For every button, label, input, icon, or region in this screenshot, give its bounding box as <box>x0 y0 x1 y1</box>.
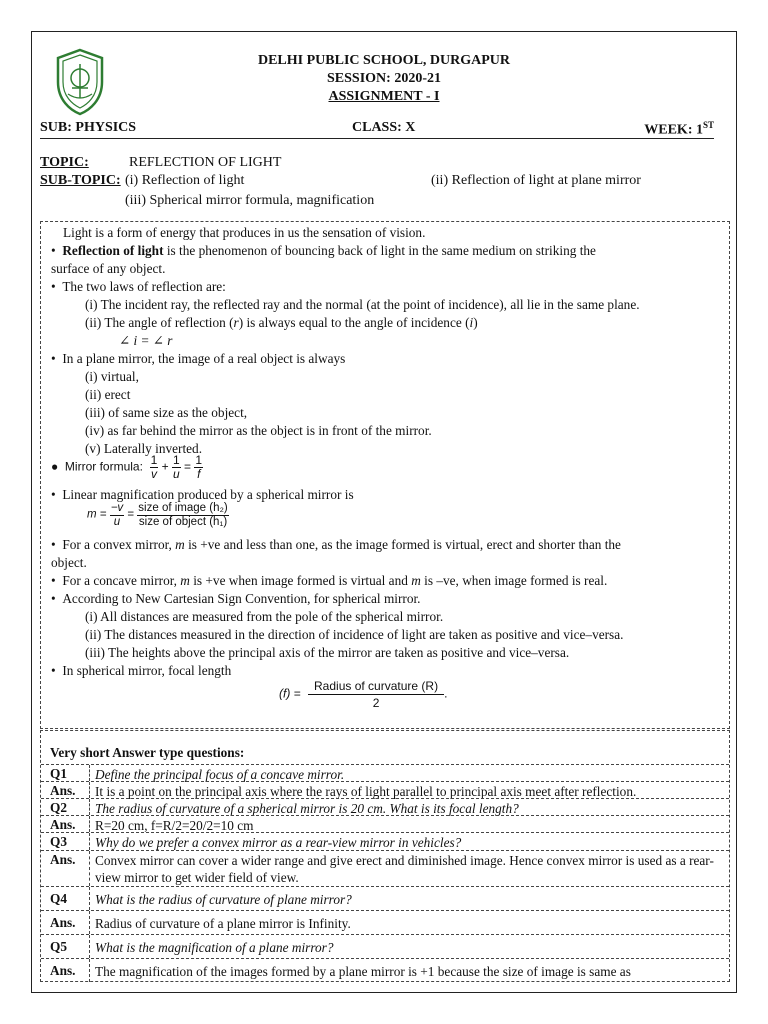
row-text: It is a point on the principal axis where the rays of light parallel to principal axis meet after reflection. <box>95 784 637 799</box>
qa-title: Very short Answer type questions: <box>50 745 245 760</box>
row-label: Q1 <box>50 766 67 781</box>
note-convex-cont: object. <box>51 555 87 570</box>
angle-equation: ∠ i = ∠ r <box>119 333 173 348</box>
qa-row <box>41 934 729 958</box>
row-text: The radius of curvature of a spherical mirror is 20 cm. What is its focal length? <box>95 801 519 816</box>
subtopic-label: SUB-TOPIC: <box>40 173 121 188</box>
plane-1: (i) virtual, <box>85 369 139 384</box>
row-label: Q5 <box>50 939 67 954</box>
school-name: DELHI PUBLIC SCHOOL, DURGAPUR <box>257 53 511 68</box>
qa-row <box>41 832 729 850</box>
focal-formula: (f) = $\frac{\text{Radius of curvature (R)}}{2}$ . <box>279 679 448 710</box>
row-text: R=20 cm, f=R/2=20/2=10 cm <box>95 818 254 833</box>
note-plane: • In a plane mirror, the image of a real object is always <box>51 351 346 366</box>
law2-c: ) <box>473 315 478 330</box>
row-text: What is the radius of curvature of plane mirror? <box>95 892 352 907</box>
row-text: Why do we prefer a convex mirror as a rear-view mirror in vehicles? <box>95 835 462 850</box>
plane-3: (iii) of same size as the object, <box>85 405 248 420</box>
concave-c: is –ve, when image formed is real. <box>420 573 608 588</box>
week <box>644 120 714 139</box>
mf-num-3: 1 <box>195 453 203 467</box>
class: CLASS: X <box>352 120 416 135</box>
row-label: Ans. <box>50 817 76 832</box>
mf-num-2: 1 <box>173 453 180 467</box>
row-label: Ans. <box>50 852 76 867</box>
laws-text: The two laws of reflection are: <box>62 279 226 294</box>
subject: SUB: PHYSICS <box>40 120 137 135</box>
cartesian-3: (iii) The heights above the principal axis of the mirror are taken as positive and vice–versa. <box>85 645 570 660</box>
row-text: Convex mirror can cover a wider range and give erect and diminished image. Hence convex mirror is used as a rear-view mirror to get wider field of view. <box>95 853 714 885</box>
note-concave: • For a concave mirror, m is +ve when image formed is virtual and m is –ve, when image formed is real. <box>51 573 608 588</box>
mirror-formula: ● Mirror formula: $\frac{1}{v}$ + $\frac{1}{u}$ = $\frac{1}{f}$ <box>51 453 203 481</box>
qa-row <box>41 781 729 798</box>
reflection-term: Reflection of light <box>62 243 164 258</box>
session: SESSION: 2020-21 <box>327 71 441 86</box>
week-label: WEEK: 1 <box>644 122 703 138</box>
row-label: Q4 <box>50 891 67 906</box>
row-text: Radius of curvature of a plane mirror is Infinity. <box>95 916 351 931</box>
row-label: Q2 <box>50 800 67 815</box>
row-label: Q3 <box>50 834 67 849</box>
m-u: u <box>113 516 121 528</box>
convex-m: m <box>175 537 185 552</box>
note-convex: • For a convex mirror, m is +ve and less than one, as the image formed is virtual, erect and shorter than the <box>51 537 621 552</box>
f-den: 2 <box>372 696 380 710</box>
row-label: Ans. <box>50 783 76 798</box>
law2-i: i <box>469 315 474 330</box>
law2-a: (ii) The angle of reflection ( <box>85 315 234 330</box>
concave-m1: m <box>180 573 190 588</box>
week-sup: ST <box>702 120 714 130</box>
note-linear: • Linear magnification produced by a spherical mirror is <box>51 487 354 502</box>
magnification-formula: m = $\frac{-v}{u}$ = $\frac{\text{size of image (h₂)}}{\text{size of object (h₁)}}$ <box>87 502 228 528</box>
qa-row <box>41 886 729 910</box>
plane-4: (iv) as far behind the mirror as the object is in front of the mirror. <box>85 423 432 438</box>
cartesian-text: According to New Cartesian Sign Convention, for spherical mirror. <box>62 591 421 606</box>
linear-text: Linear magnification produced by a spherical mirror is <box>62 487 354 502</box>
m-eq: m = <box>87 508 107 521</box>
topic-label: TOPIC: <box>40 155 89 170</box>
m-size-img: size of image (h₂) <box>138 502 228 514</box>
law-1: (i) The incident ray, the reflected ray and the normal (at the point of incidence), all lie in the same plane. <box>85 297 640 312</box>
concave-a: For a concave mirror, <box>62 573 181 588</box>
concave-m2: m <box>411 573 421 588</box>
topic-value: REFLECTION OF LIGHT <box>129 155 282 170</box>
row-label: Ans. <box>50 915 76 930</box>
law2-b: ) is always equal to the angle of incidence ( <box>238 315 470 330</box>
mf-num-1: 1 <box>150 453 158 467</box>
note-reflection: • Reflection of light is the phenomenon of bouncing back of light in the same medium on striking the <box>51 243 596 258</box>
assignment-title: ASSIGNMENT - I <box>328 89 440 104</box>
qa-box <box>40 730 730 982</box>
qa-row <box>41 910 729 934</box>
plane-2: (ii) erect <box>85 387 131 402</box>
subtopic-3: (iii) Spherical mirror formula, magnification <box>125 193 375 208</box>
cartesian-1: (i) All distances are measured from the pole of the spherical mirror. <box>85 609 444 624</box>
f-num: Radius of curvature (R) <box>308 678 444 695</box>
law2-r: r <box>233 315 239 330</box>
qa-row <box>41 798 729 815</box>
note-focal: • In spherical mirror, focal length <box>51 663 232 678</box>
plane-text: In a plane mirror, the image of a real object is always <box>62 351 346 366</box>
mf-v: v <box>150 467 157 481</box>
convex-a: For a convex mirror, <box>62 537 176 552</box>
qa-row <box>41 958 729 982</box>
m-neg-v: −v <box>110 502 124 514</box>
m-size-obj: size of object (h₁) <box>138 516 228 528</box>
note-reflection-cont: surface of any object. <box>51 261 166 276</box>
row-text: What is the magnification of a plane mirror? <box>95 940 334 955</box>
plane-5: (v) Laterally inverted. <box>85 441 203 456</box>
row-text: The magnification of the images formed by a plane mirror is +1 because the size of image is same as <box>95 964 631 979</box>
note-laws: • The two laws of reflection are: <box>51 279 226 294</box>
assignment-page <box>31 31 737 993</box>
convex-b: is +ve and less than one, as the image formed is virtual, erect and shorter than the <box>184 537 621 552</box>
qa-row <box>41 850 729 886</box>
subject-line <box>40 120 714 139</box>
qa-row <box>41 815 729 832</box>
assignment-title-wrap <box>32 89 736 105</box>
mf-u: u <box>173 467 180 481</box>
mirror-formula-label: Mirror formula: <box>64 459 143 474</box>
row-label: Ans. <box>50 963 76 978</box>
cartesian-2: (ii) The distances measured in the direction of incidence of light are taken as positive and vice–versa. <box>85 627 624 642</box>
subtopic-2: (ii) Reflection of light at plane mirror <box>431 173 641 188</box>
f-lhs: (f) = <box>279 686 301 701</box>
qa-row <box>41 764 729 781</box>
law-2 <box>85 314 478 332</box>
subtopic-label-wrap <box>40 173 121 189</box>
note-intro: Light is a form of energy that produces in us the sensation of vision. <box>63 225 426 240</box>
row-text: Define the principal focus of a concave mirror. <box>95 767 345 782</box>
concave-b: is +ve when image formed is virtual and <box>189 573 412 588</box>
mf-f: f <box>197 467 201 481</box>
focal-text: In spherical mirror, focal length <box>62 663 232 678</box>
topic-label-wrap <box>40 155 89 171</box>
notes-box <box>40 221 730 729</box>
reflection-def: is the phenomenon of bouncing back of light in the same medium on striking the <box>163 243 596 258</box>
subtopic-1: (i) Reflection of light <box>125 173 245 188</box>
note-cartesian: • According to New Cartesian Sign Convention, for spherical mirror. <box>51 591 421 606</box>
